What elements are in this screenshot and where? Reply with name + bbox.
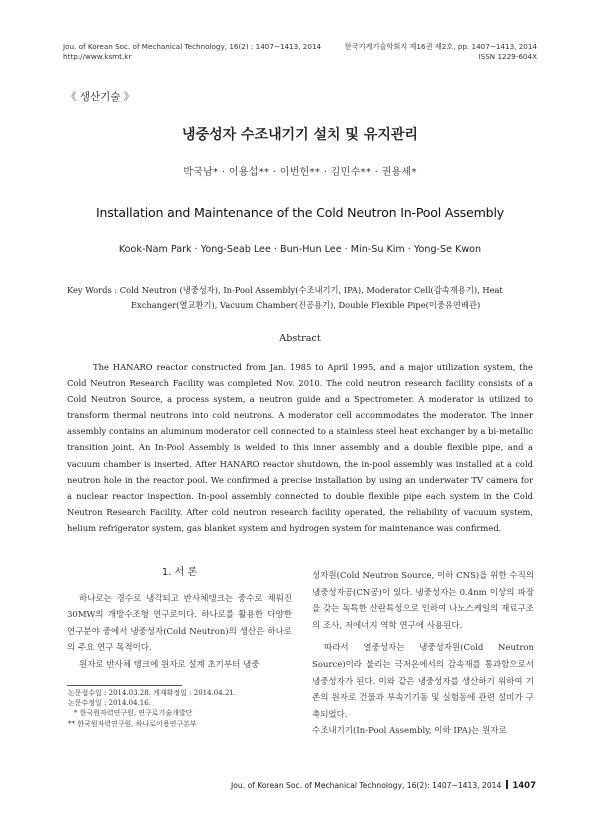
journal-citation-korean: 한국기계기술학회지 제16권 제2호, pp. 1407~1413, 2014 [344,42,537,51]
keywords-line-1: Key Words : Cold Neutron (냉중성자), In-Pool Assembly(수조내기기, IPA), Moderator Cell(감속재용기), Heat [67,285,503,295]
keywords [67,283,537,313]
body-paragraph: 따라서 열중성자는 냉중성자원(Cold Neutron Source)이라 불리는 극저온에서의 감속재를 통과함으로서 냉중성자가 된다. 이와 같은 냉중성자를 생산하기 위하여 기존의 원자로 건물과 부속기기동 및 실험동에 관련 설비가 구축되었다. [312,643,534,720]
revised-date: 논문수정일 : 2014.04.16. [68,699,151,708]
body-column-left [67,565,292,674]
authors-english: Kook-Nam Park · Yong-Seab Lee · Bun-Hun Lee · Min-Su Kim · Yong-Se Kwon [118,244,482,255]
page-footer [231,780,536,791]
affiliation-note: ** 한국원자력연구원, 하나로이용연구본부 [68,719,197,728]
abstract-text: The HANARO reactor constructed from Jan. 1985 to April 1995, and a major utilization system, the Cold Neutron Research Facility was completed Nov. 2010. The cold neutron research facility consists of a Cold Neutron Source, a process system, a neutron guide and a Spectrometer. A moderator is utilized to transform thermal neutrons into cold neutrons. A moderator cell accommodates the moderator. The inner assembly contains an aluminum moderator cell connected to a stainless steel heat exchanger by a bi-metallic transition joint. An In-Pool Assembly is welded to this inner assembly and a double flexible pipe, and a vacuum chamber is inserted. After HANARO reactor shutdown, the in-pool assembly was installed at a cold neutron hole in the reactor pool. We confirmed a precise installation by using an underwater TV camera for a nuclear reactor inspection. In-pool assembly connected to double flexible pipe each system in the Cold Neutron Research Facility. After cold neutron research facility operated, the reliability of vacuum system, helium refrigerator system, gas blanket system and hydrogen system for maintenance was confirmed. [67,362,533,533]
journal-url: http://www.ksmt.kr [63,52,132,61]
abstract [67,359,533,536]
section-heading-introduction: 1. 서 론 [161,567,198,578]
journal-header-right [345,42,537,62]
journal-citation: Jou. of Korean Soc. of Mechanical Technology, 16(2) : 1407~1413, 2014 [63,42,322,51]
paper-title-korean: 냉중성자 수조내기기 설치 및 유지관리 [182,127,418,143]
footer-citation: Jou. of Korean Soc. of Mechanical Technology, 16(2): 1407~1413, 2014 [231,781,502,790]
footer-divider [506,780,508,789]
paper-title-english: Installation and Maintenance of the Cold Neutron In-Pool Assembly [95,205,505,220]
section-tag: 《 생산기술 》 [66,91,135,103]
issn: ISSN 1229-604X [478,52,537,61]
body-column-right [312,568,534,740]
authors-korean: 박국남* · 이용섭** · 이번헌** · 김민수** · 권용세* [183,167,417,178]
footnotes [68,688,298,729]
body-paragraph: 성자원(Cold Neutron Source, 이하 CNS)을 위한 수직의 냉중성자공(CN공)이 있다. 냉중성자는 0.4nm 이상의 파장을 갖는 독특한 산란특성으로 인하여 나노스케일의 재료구조의 조사, 저에너지 역학 연구에 사용된다. [312,571,534,631]
body-paragraph: 하나로는 경수로 냉각되고 반사체탱크는 중수로 채워진 30MW의 개방수조형 연구로이다. 하나로를 활용한 다양한 연구분야 중에서 냉중성자(Cold Neutron)의 생산은 하나로의 주요 연구 목적이다. [67,593,292,654]
page-number: 1407 [512,781,536,791]
affiliation-note: * 한국원자력연구원, 연구로기술개발단 [74,709,193,718]
keywords-line-2: Exchanger(열교환기), Vacuum Chamber(진공용기), Double Flexible Pipe(이중유연배관) [131,300,481,310]
received-date: 논문접수일 : 2014.03.28. 게재확정일 : 2014.04.21. [68,689,237,697]
body-paragraph: 수조내기기(In-Pool Assembly, 이하 IPA)는 원자로 [312,726,507,737]
footnote-divider [67,685,182,686]
journal-header-left [63,42,321,62]
abstract-heading: Abstract [279,333,321,344]
body-paragraph: 원자로 반사체 탱크에 원자로 설계 초기부터 냉중 [79,659,260,670]
